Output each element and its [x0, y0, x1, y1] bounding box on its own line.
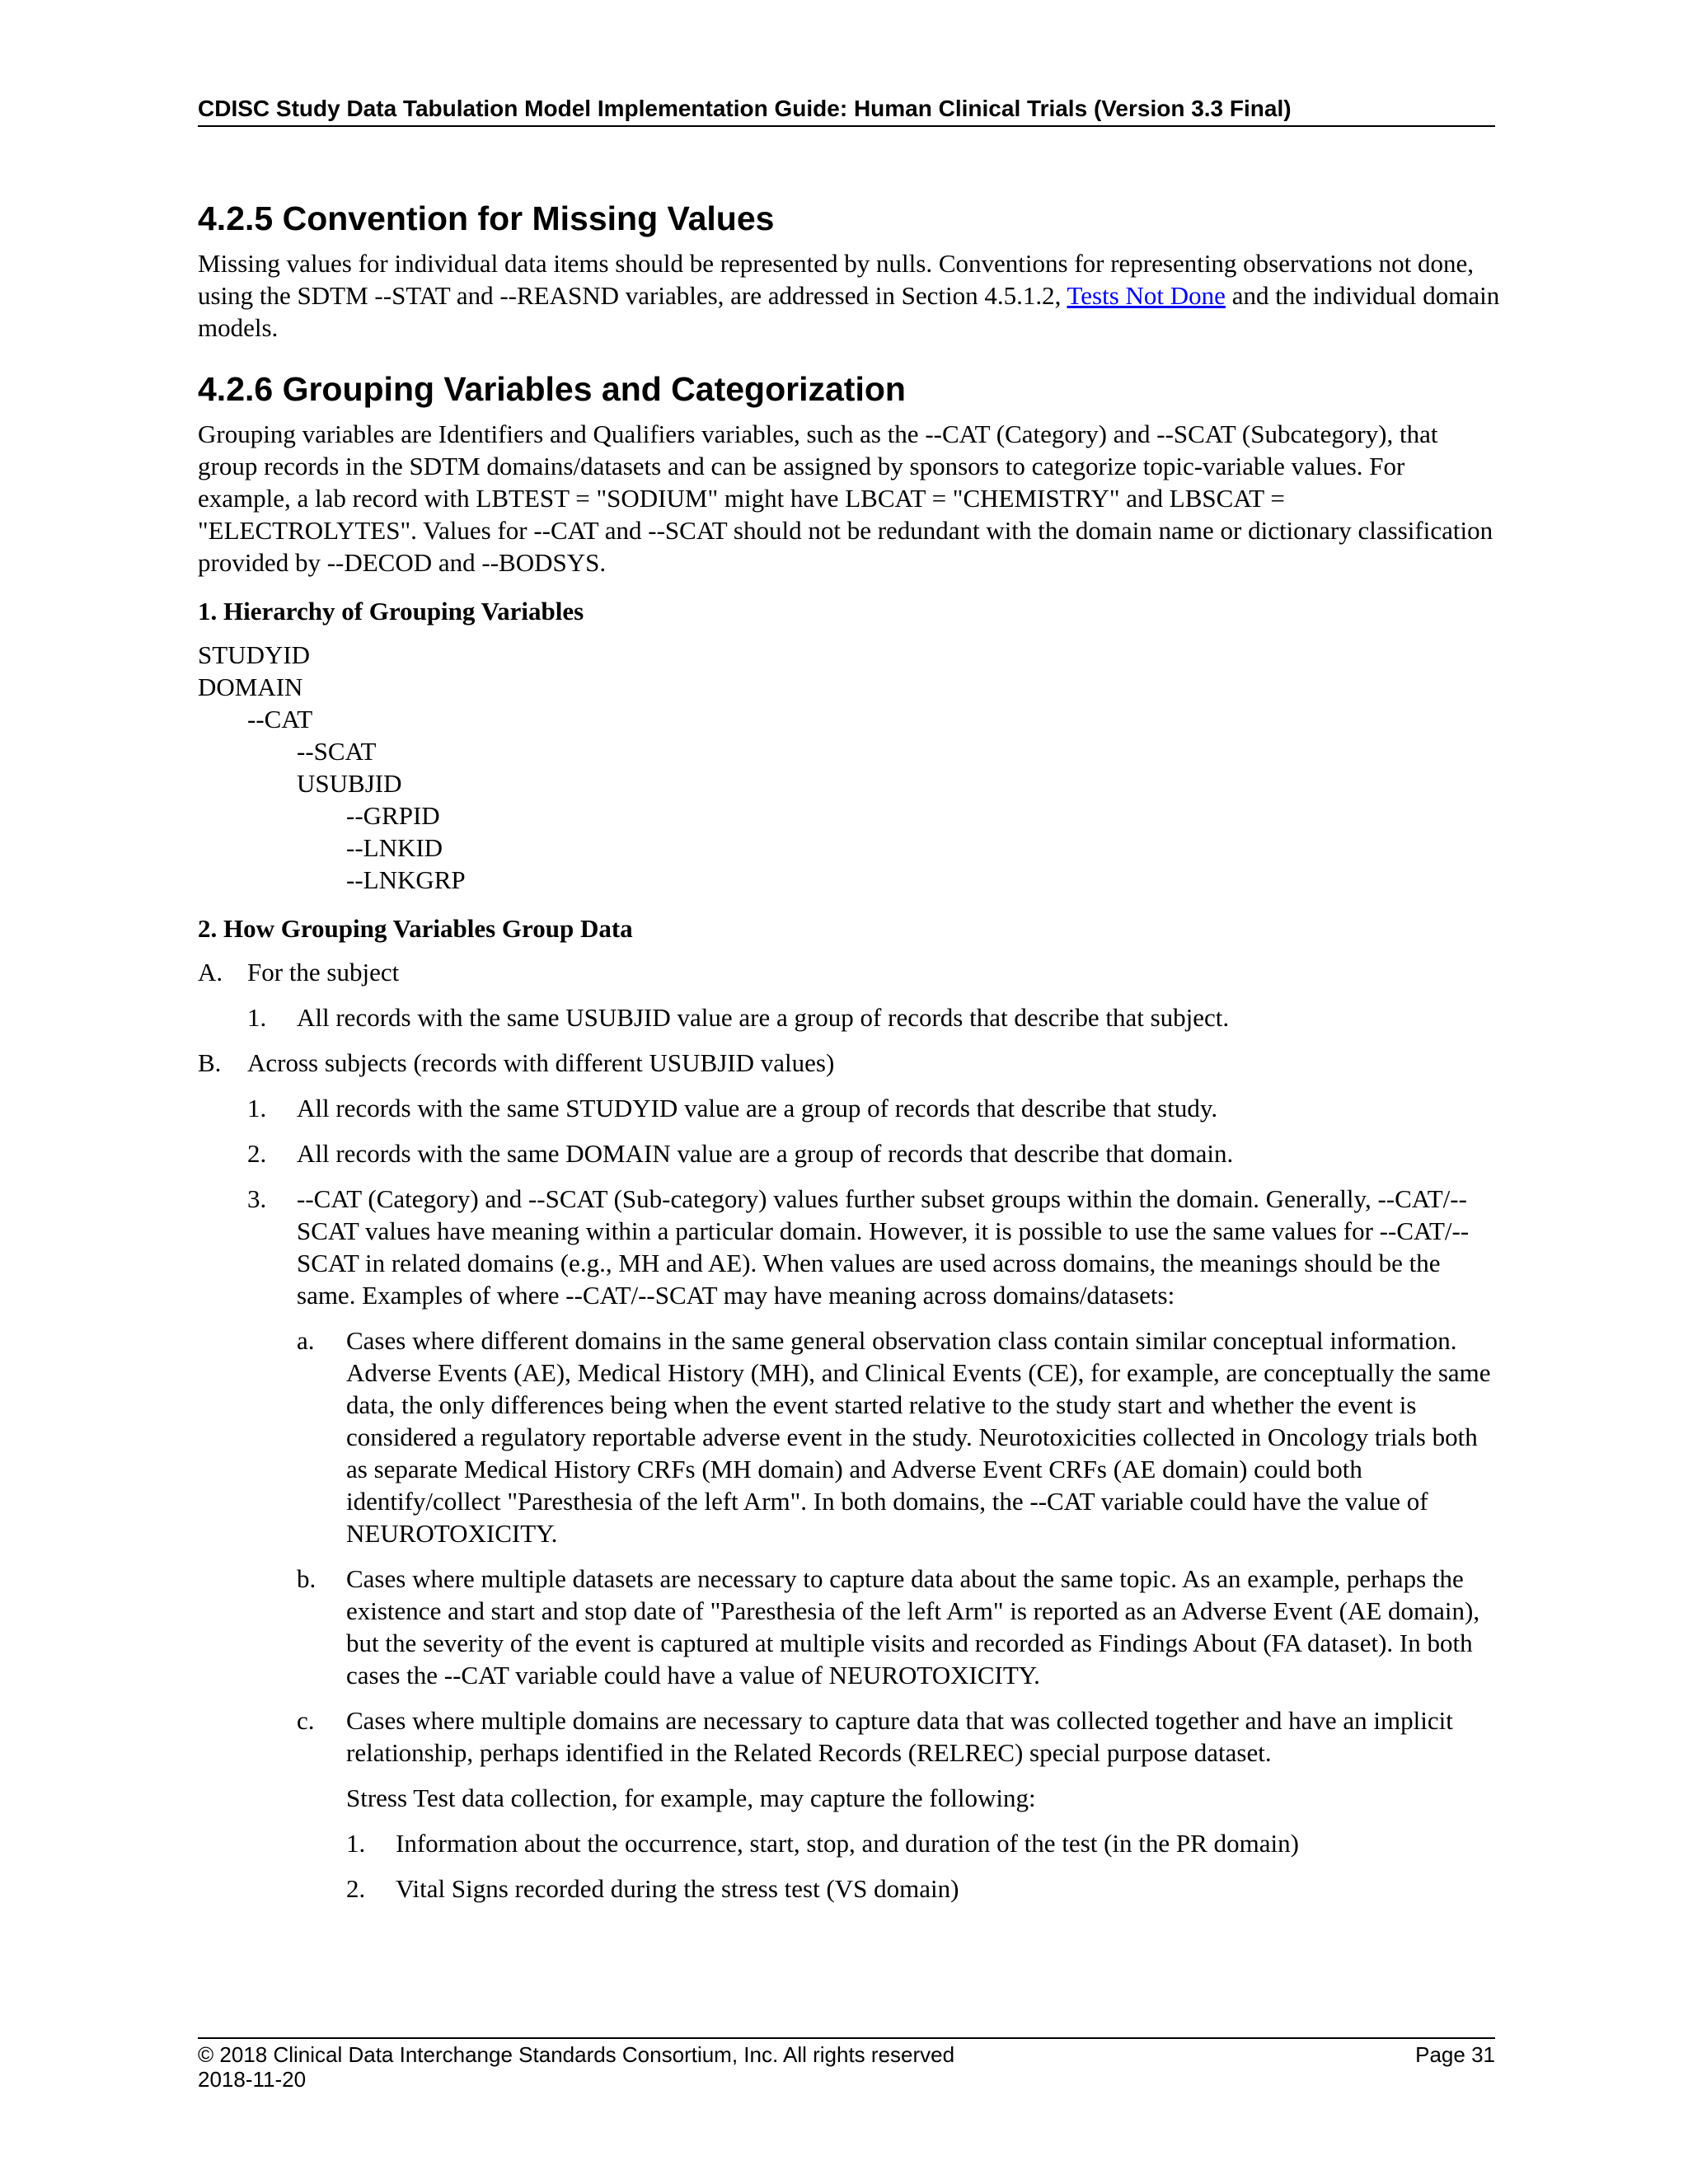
hierarchy-item: DOMAIN [198, 673, 303, 701]
list-item-B3 [198, 1183, 1500, 1311]
list-marker: b. [297, 1564, 316, 1593]
list-text: All records with the same USUBJID value are a group of records that describe that subject. [297, 1003, 1230, 1032]
list-marker: c. [297, 1706, 315, 1735]
list-item-stress-2 [198, 1872, 1500, 1905]
list-text: All records with the same STUDYID value are a group of records that describe that study. [297, 1094, 1218, 1122]
list-item-A [198, 956, 1500, 988]
list-text: --CAT (Category) and --SCAT (Sub-category) values further subset groups within the domain. Generally, --CAT/--SCAT values have meaning within a particular domain. However, it is possible to use the same values for --CAT/--SCAT in related domains (e.g., MH and AE). When values are used across domains, the meanings should be the same. Examples of where --CAT/--SCAT may have meaning across domains/datasets: [297, 1184, 1470, 1310]
hierarchy-item: --SCAT [297, 737, 377, 766]
hierarchy-item: --CAT [247, 705, 313, 733]
list-marker: 1. [247, 1003, 267, 1032]
list-text: Across subjects (records with different USUBJID values) [247, 1048, 835, 1077]
list-item-B2 [198, 1137, 1500, 1169]
list-text: All records with the same DOMAIN value are a group of records that describe that domain. [297, 1139, 1234, 1168]
list-item-b [198, 1563, 1500, 1691]
section-heading-missing-values: 4.2.5 Convention for Missing Values [198, 199, 775, 237]
section-heading-grouping-variables: 4.2.6 Grouping Variables and Categorization [198, 370, 906, 408]
hierarchy-item: --LNKID [346, 833, 443, 862]
hierarchy-list [198, 639, 1500, 896]
hierarchy-item: --GRPID [346, 801, 440, 830]
hierarchy-item: STUDYID [198, 640, 311, 669]
main-content [198, 198, 1500, 1918]
list-text: For the subject [247, 958, 400, 987]
missing-values-text-end: and the individual domain models. [198, 281, 1500, 342]
running-header: CDISC Study Data Tabulation Model Implementation Guide: Human Clinical Trials (Version 3.3 Final) [198, 94, 1495, 127]
list-item-A1 [198, 1001, 1500, 1033]
list-text: Vital Signs recorded during the stress test (VS domain) [396, 1874, 959, 1903]
list-text: Cases where multiple domains are necessary to capture data that was collected together and have an implicit relationship, perhaps identified in the Related Records (RELREC) special purpose dataset. [346, 1706, 1453, 1767]
hierarchy-heading: 1. Hierarchy of Grouping Variables [198, 597, 584, 626]
list-marker: B. [198, 1048, 222, 1077]
hierarchy-item: --LNKGRP [346, 865, 466, 894]
grouping-data-heading: 2. How Grouping Variables Group Data [198, 914, 633, 943]
list-marker: A. [198, 958, 223, 987]
missing-values-paragraph [198, 247, 1500, 344]
list-item-a [198, 1324, 1500, 1549]
list-item-B [198, 1047, 1500, 1079]
grouping-intro-paragraph: Grouping variables are Identifiers and Qualifiers variables, such as the --CAT (Category) and --SCAT (Subcategory), that group records in the SDTM domains/datasets and can be assigned by sponsors to categorize topic-variable values. For example, a lab record with LBTEST = "SODIUM" might have LBCAT = "CHEMISTRY" and LBSCAT = "ELECTROLYTES". Values for --CAT and --SCAT should not be redundant with the domain name or dictionary classification provided by --DECOD and --BODSYS. [198, 419, 1493, 577]
tests-not-done-link[interactable]: Tests Not Done [1067, 281, 1226, 310]
stress-test-paragraph: Stress Test data collection, for example, may capture the following: [346, 1783, 1036, 1812]
list-text: Cases where multiple datasets are necessary to capture data about the same topic. As an example, perhaps the existence and start and stop date of "Paresthesia of the left Arm" is reported as an Adverse Event (AE domain), but the severity of the event is captured at multiple visits and recorded as Findings About (FA dataset). In both cases the --CAT variable could have a value of NEUROTOXICITY. [346, 1564, 1480, 1690]
page-number: Page 31 [1415, 2042, 1495, 2067]
list-item-stress-1 [198, 1827, 1500, 1859]
page-footer [198, 2037, 1495, 2092]
list-text: Cases where different domains in the same general observation class contain similar conceptual information. Adverse Events (AE), Medical History (MH), and Clinical Events (CE), for example, are conceptually the same data, the only differences being when the event started relative to the study start and whether the event is considered a regulatory reportable adverse event in the study. Neurotoxicities collected in Oncology trials both as separate Medical History CRFs (MH domain) and Adverse Event CRFs (AE domain) could both identify/collect "Paresthesia of the left Arm". In both domains, the --CAT variable could have the value of NEUROTOXICITY. [346, 1326, 1491, 1548]
list-item-B1 [198, 1092, 1500, 1124]
list-text: Information about the occurrence, start, stop, and duration of the test (in the PR domain) [396, 1829, 1299, 1858]
list-marker: a. [297, 1326, 315, 1355]
list-marker: 1. [247, 1094, 267, 1122]
footer-copyright: © 2018 Clinical Data Interchange Standards Consortium, Inc. All rights reserved [198, 2042, 955, 2067]
list-marker: 1. [346, 1829, 366, 1858]
hierarchy-item: USUBJID [297, 769, 402, 798]
list-marker: 2. [346, 1874, 366, 1903]
list-marker: 2. [247, 1139, 267, 1168]
missing-values-text: Missing values for individual data items should be represented by nulls. Conventions for representing observations not done, using the SDTM --STAT and --REASND variables, are addressed in Section 4.5.1.2, [198, 249, 1475, 310]
list-item-c [198, 1704, 1500, 1769]
list-marker: 3. [247, 1184, 267, 1213]
footer-date: 2018-11-20 [198, 2067, 307, 2092]
